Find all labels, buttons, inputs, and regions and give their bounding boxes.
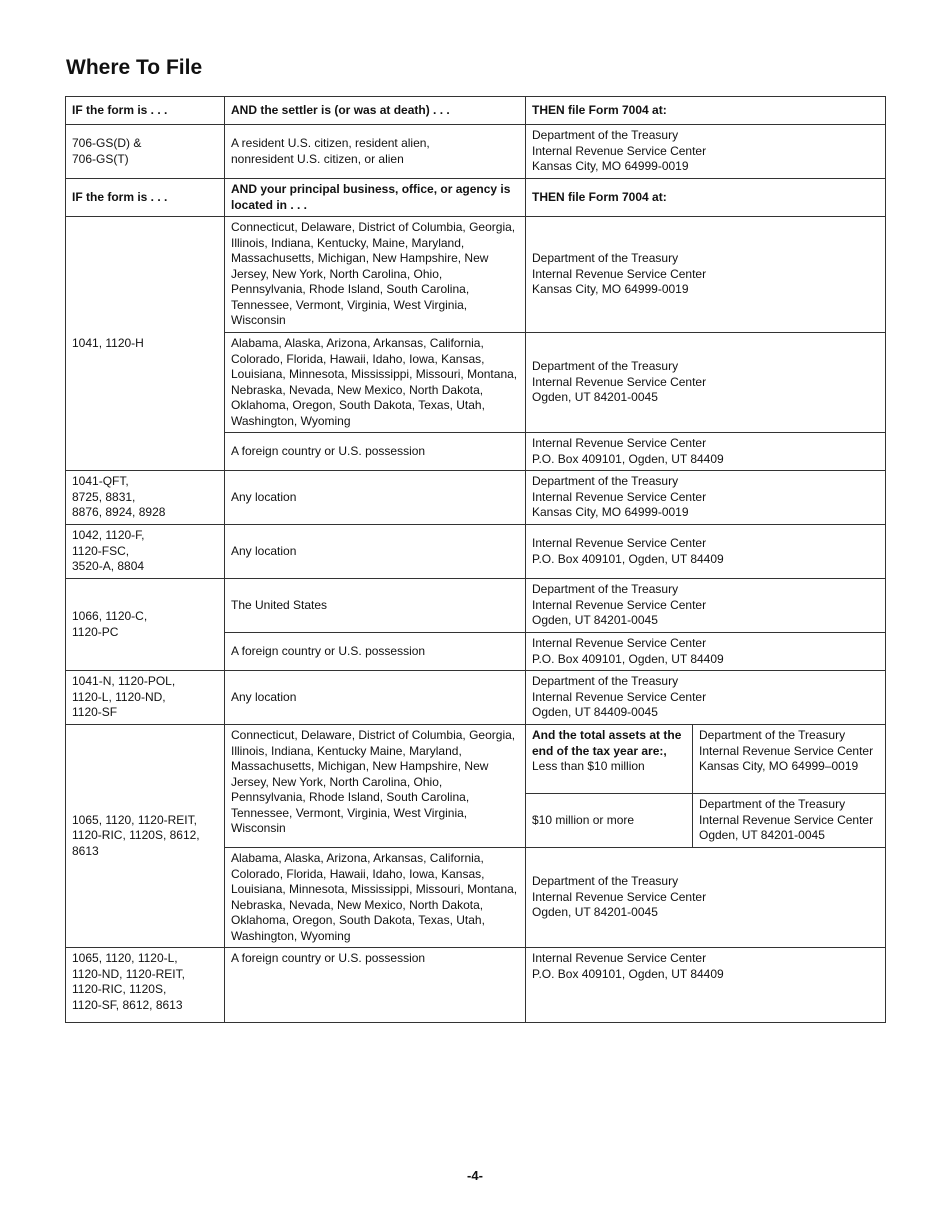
assets-10m-or-more: $10 million or more [526,794,693,848]
page-title: Where To File [66,56,203,79]
location-cell: Alabama, Alaska, Arizona, Arkansas, California, Colorado, Florida, Hawaii, Idaho, Iowa, Kansas, Louisiana, Minnesota, Mississippi, Missouri, Montana, Nebraska, Nevada, New Mexico, North Dakota, Oklahoma, Oregon, South Dakota, Texas, Utah, Washington, Wyoming [225,848,526,948]
form-cell: 1041, 1120-H [66,217,225,471]
table-row [66,217,886,333]
address-cell: Internal Revenue Service Center P.O. Box 409101, Ogden, UT 84409 [526,433,886,471]
location-cell: The United States [225,579,526,633]
address-cell: Internal Revenue Service Center P.O. Box 409101, Ogden, UT 84409 [526,633,886,671]
address-cell: Department of the Treasury Internal Revenue Service Center Ogden, UT 84409-0045 [526,671,886,725]
address-cell: Department of the Treasury Internal Revenue Service Center Ogden, UT 84201-0045 [693,794,886,848]
address-cell: Department of the Treasury Internal Revenue Service Center Kansas City, MO 64999-0019 [526,125,886,179]
address-cell: Department of the Treasury Internal Revenue Service Center Kansas City, MO 64999-0019 [526,471,886,525]
total-assets-cell [526,725,693,794]
location-cell: Connecticut, Delaware, District of Columbia, Georgia, Illinois, Indiana, Kentucky, Maine, Maryland, Massachusetts, Michigan, New Hampshire, New Jersey, New York, North Carolina, Ohio, Pennsylvania, Rhode Island, South Carolina, Tennessee, Vermont, Virginia, West Virginia, Wisconsin [225,217,526,333]
table-row [66,579,886,633]
header-file-at-cell: THEN file Form 7004 at: [526,97,886,125]
header-file-at-cell: THEN file Form 7004 at: [526,179,886,217]
location-cell: A foreign country or U.S. possession [225,948,526,1023]
table-header-row [66,179,886,217]
location-cell: Connecticut, Delaware, District of Columbia, Georgia, Illinois, Indiana, Kentucky Maine, Maryland, Massachusetts, Michigan, New Hampshire, New Jersey, New York, North Carolina, Ohio, Pennsylvania, Rhode Island, South Carolina, Tennessee, Vermont, Virginia, West Virginia, Wisconsin [225,725,526,848]
address-cell: Department of the Treasury Internal Revenue Service Center Kansas City, MO 64999-0019 [526,217,886,333]
location-cell: A resident U.S. citizen, resident alien, nonresident U.S. citizen, or alien [225,125,526,179]
location-cell: Any location [225,471,526,525]
form-cell: 1065, 1120, 1120-L, 1120-ND, 1120-REIT, 1120-RIC, 1120S, 1120-SF, 8612, 8613 [66,948,225,1023]
address-cell: Department of the Treasury Internal Revenue Service Center Ogden, UT 84201-0045 [526,333,886,433]
table-row [66,525,886,579]
address-cell: Department of the Treasury Internal Revenue Service Center Ogden, UT 84201-0045 [526,579,886,633]
address-cell: Internal Revenue Service Center P.O. Box 409101, Ogden, UT 84409 [526,525,886,579]
page-number: -4- [467,1168,483,1183]
address-cell: Internal Revenue Service Center P.O. Box 409101, Ogden, UT 84409 [526,948,886,1023]
total-assets-heading: And the total assets at the end of the tax year are:, [532,728,682,758]
form-cell: 1041-N, 1120-POL, 1120-L, 1120-ND, 1120-SF [66,671,225,725]
table-row [66,471,886,525]
table-row [66,948,886,1023]
form-cell: 1042, 1120-F, 1120-FSC, 3520-A, 8804 [66,525,225,579]
location-cell: Any location [225,671,526,725]
table-header-row [66,97,886,125]
header-form-cell: IF the form is . . . [66,97,225,125]
location-cell: Alabama, Alaska, Arizona, Arkansas, California, Colorado, Florida, Hawaii, Idaho, Iowa, Kansas, Louisiana, Minnesota, Mississippi, Missouri, Montana, Nebraska, Nevada, New Mexico, North Dakota, Oklahoma, Oregon, South Dakota, Texas, Utah, Washington, Wyoming [225,333,526,433]
header-form-cell: IF the form is . . . [66,179,225,217]
form-cell: 1065, 1120, 1120-REIT, 1120-RIC, 1120S, 8612, 8613 [66,725,225,948]
address-cell: Department of the Treasury Internal Revenue Service Center Kansas City, MO 64999–0019 [693,725,886,794]
header-business-location-cell: AND your principal business, office, or agency is located in . . . [225,179,526,217]
table-row [66,725,886,794]
form-cell: 706-GS(D) & 706-GS(T) [66,125,225,179]
where-to-file-table-container [65,96,885,1023]
assets-less-than-10m: Less than $10 million [532,759,645,773]
location-cell: A foreign country or U.S. possession [225,433,526,471]
location-cell: A foreign country or U.S. possession [225,633,526,671]
table-row [66,125,886,179]
table-row [66,671,886,725]
form-cell: 1041-QFT, 8725, 8831, 8876, 8924, 8928 [66,471,225,525]
where-to-file-table [65,96,886,1023]
form-cell: 1066, 1120-C, 1120-PC [66,579,225,671]
header-settler-cell: AND the settler is (or was at death) . . . [225,97,526,125]
address-cell: Department of the Treasury Internal Revenue Service Center Ogden, UT 84201-0045 [526,848,886,948]
location-cell: Any location [225,525,526,579]
